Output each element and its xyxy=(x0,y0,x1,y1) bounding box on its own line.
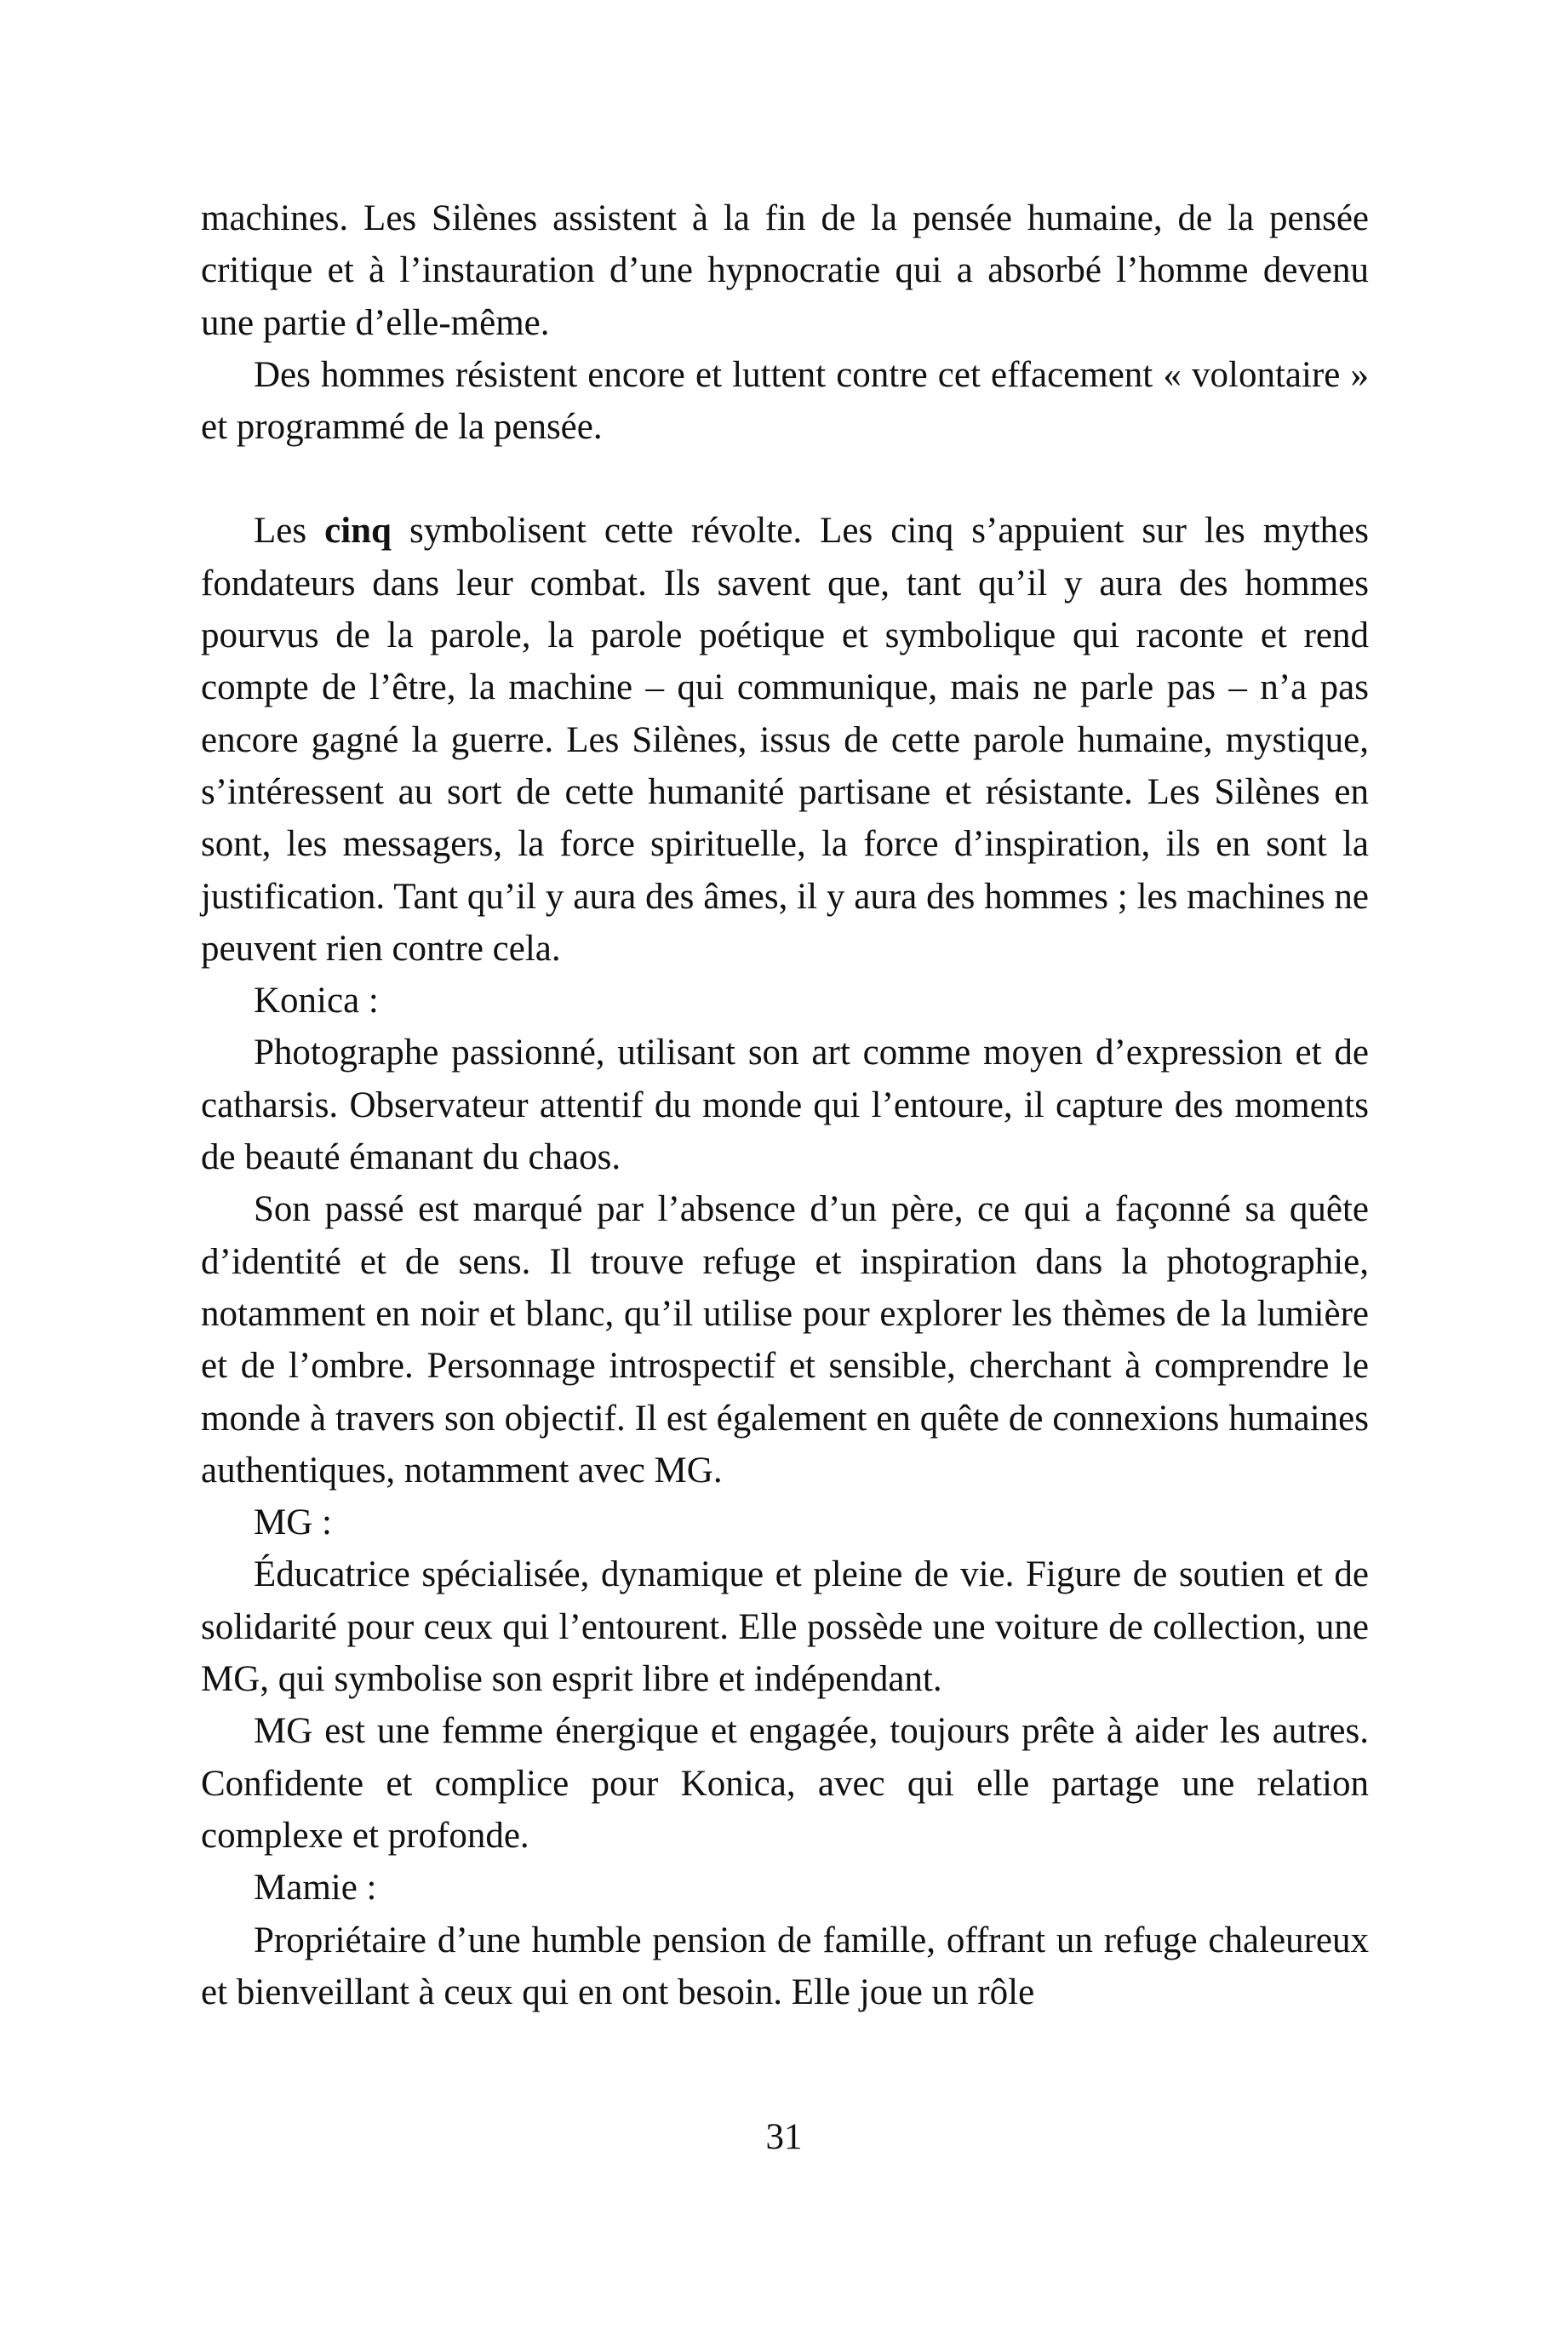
paragraph-konica-2: Son passé est marqué par l’absence d’un père, ce qui a façonné sa quête d’identité et de sens. Il trouve refuge et inspiration dans la photographie, notamment en noir et blanc, qu’il utilise pour explorer les thèmes de la lumière et de l’ombre. Personnage introspectif et sensible, cherchant à comprendre le monde à travers son objectif. Il est également en quête de connexions humaines authentiques, notamment avec MG. xyxy=(201,1189,1369,1491)
paragraph-mamie-1: Propriétaire d’une humble pension de famille, offrant un refuge chaleureux et bienveillant à ceux qui en ont besoin. Elle joue un rôle xyxy=(201,1920,1369,2012)
paragraph-cinq-start: Les xyxy=(254,511,325,552)
paragraph-resistance: Des hommes résistent encore et luttent contre cet effacement « volontaire » et programmé de la pensée. xyxy=(201,354,1369,448)
body-text xyxy=(201,192,1369,2018)
character-heading-konica: Konica : xyxy=(254,981,379,1021)
paragraph-konica-1: Photographe passionné, utilisant son art comme moyen d’expression et de catharsis. Observateur attentif du monde qui l’entoure, il capture des moments de beauté émanant du chaos. xyxy=(201,1033,1369,1178)
paragraph-cinq-rest: symbolisent cette révolte. Les cinq s’appuient sur les mythes fondateurs dans leur combat. Ils savent que, tant qu’il y aura des hommes pourvus de la parole, la parole poétique et symbolique qui raconte et rend compte de l’être, la machine – qui communique, mais ne parle pas – n’a pas encore gagné la guerre. Les Silènes, issus de cette parole humaine, mystique, s’intéressent au sort de cette humanité partisane et résistante. Les Silènes en sont, les messagers, la force spirituelle, la force d’inspiration, ils en sont la justification. Tant qu’il y aura des âmes, il y aura des hommes ; les machines ne peuvent rien contre cela. xyxy=(201,511,1369,969)
paragraph-mg-2: MG est une femme énergique et engagée, toujours prête à aider les autres. Confidente et complice pour Konica, avec qui elle partage une relation complexe et profonde. xyxy=(201,1711,1369,1856)
character-heading-mg: MG : xyxy=(254,1502,332,1543)
bold-word-cinq: cinq xyxy=(324,511,392,552)
paragraph-cinq xyxy=(201,505,1369,975)
paragraph-mg-1: Éducatrice spécialisée, dynamique et pleine de vie. Figure de soutien et de solidarité pour ceux qui l’entourent. Elle possède une voiture de collection, une MG, qui symbolise son esprit libre et indépendant. xyxy=(201,1554,1369,1700)
page-number: 31 xyxy=(765,2117,803,2157)
character-heading-mamie: Mamie : xyxy=(254,1868,377,1908)
paragraph-continuation: machines. Les Silènes assistent à la fin de la pensée humaine, de la pensée critique et à l’instauration d’une hypnocratie qui a absorbé l’homme devenu une partie d’elle-même. xyxy=(201,198,1369,343)
